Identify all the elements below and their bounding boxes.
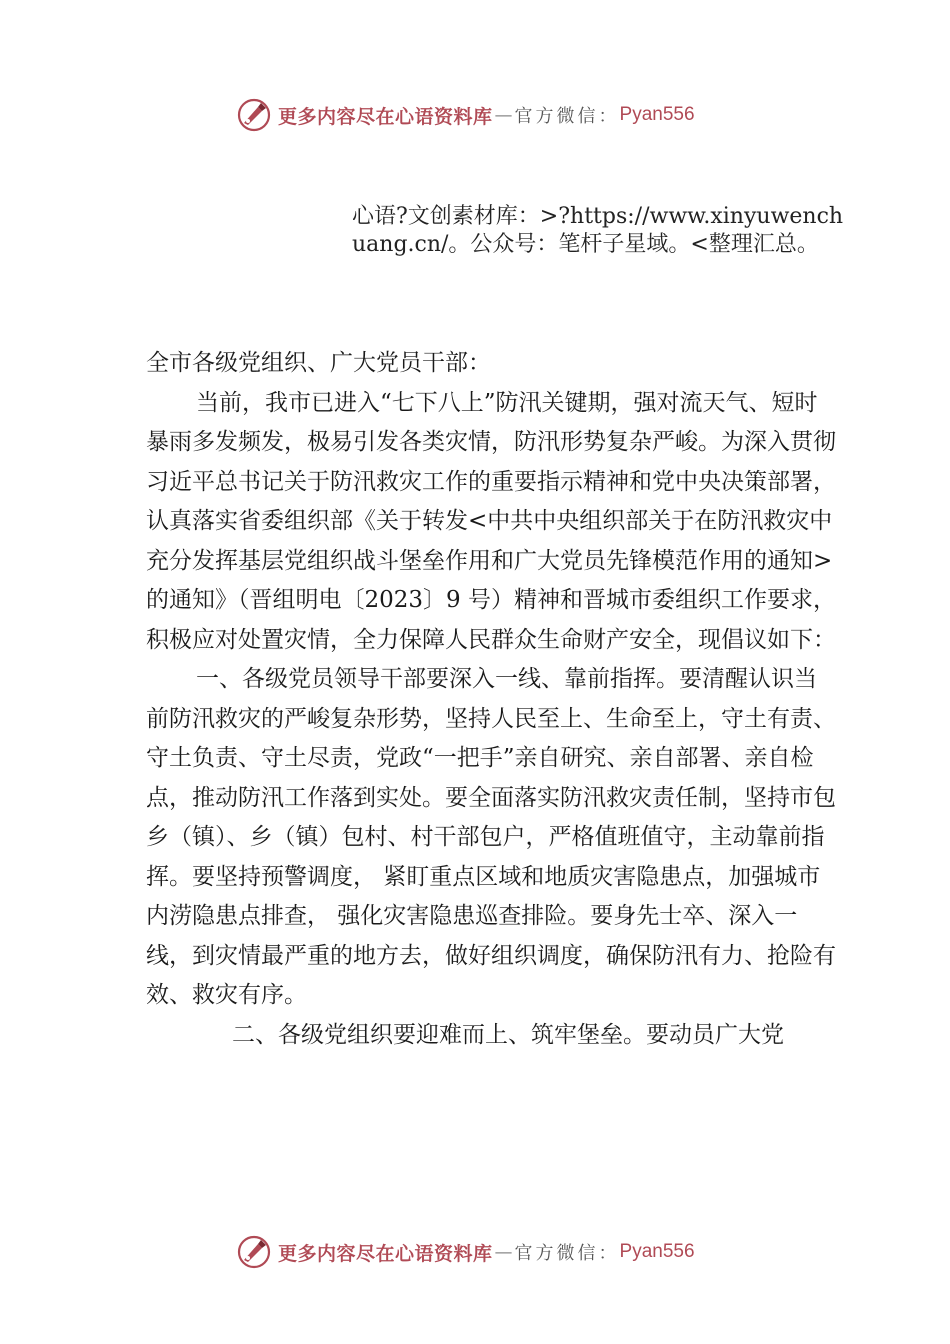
paragraph-3: 二、各级党组织要迎难而上、筑牢堡垒。要动员广大党: [232, 1021, 784, 1048]
source-note: 心语?文创素材库：>?https://www.xinyuwenchuang.cn/。公众号：笔杆子星域。<整理汇总。: [352, 204, 844, 257]
salutation: 全市各级党组织、广大党员干部：: [146, 350, 491, 376]
banner-wechat-label: 官方微信：: [514, 106, 620, 127]
paragraph-2: 一、各级党员领导干部要深入一线、靠前指挥。要清醒认识当前防汛救灾的严峻复杂形势，坚持人民至上、生命至上，守土有责、守土负责、守土尽责，党政“一把手”亲自研究、亲自部署、亲自检点，推动防汛工作落到实处。要全面落实防汛救灾责任制，坚持市包乡（镇）、乡（镇）包村、村干部包户，严格值班值守，主动靠前指挥。要坚持预警调度， 紧盯重点区域和地质灾害隐患点，加强城市内涝隐患点排查， 强化灾害隐患巡查排险。要身先士卒、深入一线，到灾情最严重的地方去，做好组织调度，确保防汛有力、抢险有效、救灾有序。: [146, 666, 836, 1008]
banner-wechat-id: Pyan556: [619, 104, 695, 125]
footer-wechat-label: 官方微信：: [514, 1243, 620, 1264]
pen-logo-icon: [236, 1234, 272, 1270]
footer-brand-text: 更多内容尽在心语资料库: [278, 1242, 493, 1265]
pen-logo-icon: [236, 97, 272, 133]
footer-wechat-id: Pyan556: [619, 1241, 695, 1262]
footer-separator: —: [494, 1241, 513, 1263]
banner-separator: —: [494, 104, 513, 126]
header-banner: [236, 95, 695, 135]
footer-banner: [236, 1232, 695, 1272]
paragraph-1: 当前，我市已进入“七下八上”防汛关键期，强对流天气、短时暴雨多发频发，极易引发各类灾情，防汛形势复杂严峻。为深入贯彻习近平总书记关于防汛救灾工作的重要指示精神和党中央决策部署，认真落实省委组织部《关于转发<中共中央组织部关于在防汛救灾中充分发挥基层党组织战斗堡垒作用和广大党员先锋模范作用的通知>的通知》（晋组明电〔2023〕9 号）精神和晋城市委组织工作要求，积极应对处置灾情，全力保障人民群众生命财产安全，现倡议如下：: [146, 389, 836, 653]
banner-brand-text: 更多内容尽在心语资料库: [278, 105, 493, 128]
document-body: [146, 344, 838, 1055]
